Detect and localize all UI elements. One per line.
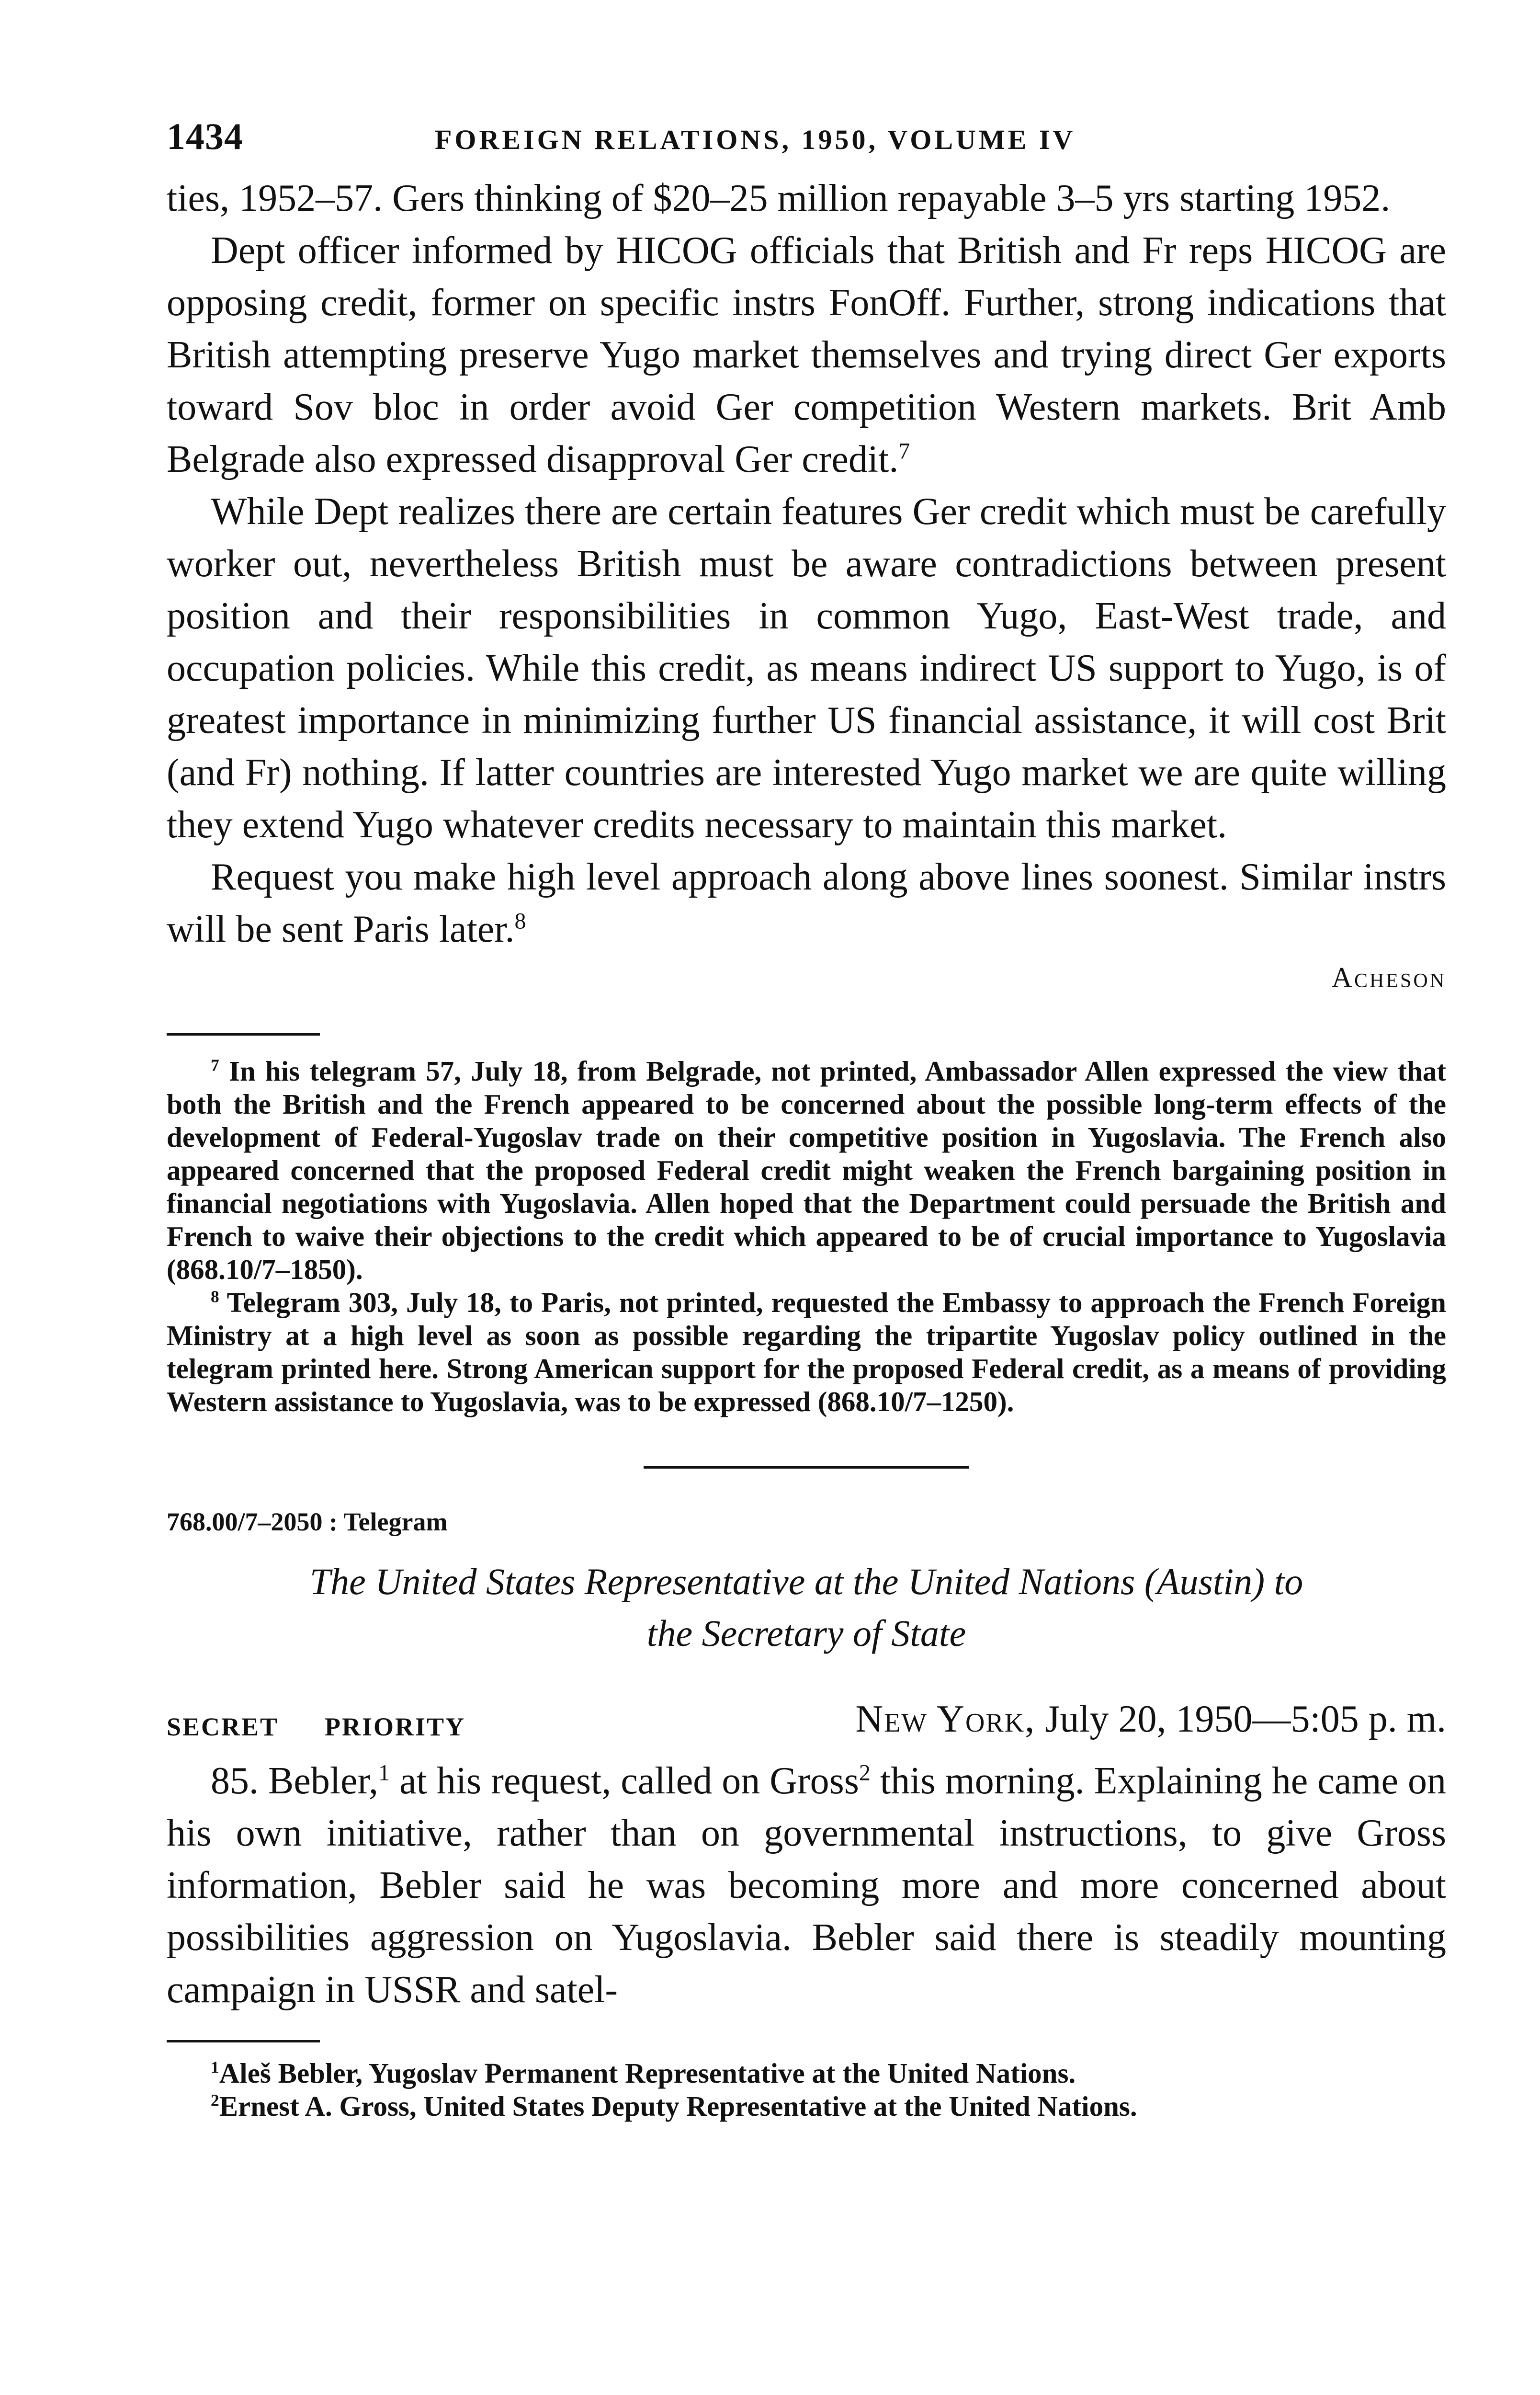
footnote-marker: 8 xyxy=(211,1287,219,1306)
paragraph-1: ties, 1952–57. Gers thinking of $20–25 million repayable 3–5 yrs starting 1952. xyxy=(167,177,1391,219)
paragraph-2-text: Dept officer informed by HICOG officials that British and Fr reps HICOG are opposing credit, former on specific instrs FonOff. Further, strong indications that British attempting preserve Yugo market themselves and trying direct Ger exports toward Sov bloc in order avoid Ger competition Western markets. Brit Amb Belgrade also expressed disapproval Ger credit. xyxy=(167,229,1446,480)
footnote-marker: 2 xyxy=(211,2090,219,2110)
new-telegram-body xyxy=(167,1755,1446,2016)
section-divider xyxy=(644,1466,969,1469)
document-title xyxy=(167,1556,1446,1659)
footnote-marker: 7 xyxy=(211,1055,219,1075)
continued-telegram-body xyxy=(167,172,1446,956)
body-mid: at his request, called on Gross xyxy=(390,1760,859,1802)
footnote-marker: 1 xyxy=(211,2057,219,2077)
classification-priority: PRIORITY xyxy=(325,1712,466,1741)
paragraph-4 xyxy=(167,851,1446,956)
body-rest: this morning. Explaining he came on his own initiative, rather than on governmental instructions, to give Gross information, Bebler said he was becoming more and more concerned about possibilities aggression on Yugoslavia. Bebler said there is steadily mounting campaign in USSR and satel- xyxy=(167,1760,1447,2011)
running-title: FOREIGN RELATIONS, 1950, VOLUME IV xyxy=(435,124,1076,155)
page-header xyxy=(167,115,1446,172)
document-id: 768.00/7–2050 : Telegram xyxy=(167,1507,448,1536)
footnote-text: Aleš Bebler, Yugoslav Permanent Representative at the United Nations. xyxy=(219,2057,1076,2089)
place-and-date xyxy=(855,1698,1446,1741)
footnote-text: Telegram 303, July 18, to Paris, not printed, requested the Embassy to approach the French Foreign Ministry at a high level as soon as possible regarding the tripartite Yugoslav policy outlined in the telegram printed here. Strong American support for the proposed Federal credit, as a means of providing Western assistance to Yugoslavia, was to be expressed (868.10/7–1250). xyxy=(167,1287,1446,1417)
footnote-1 xyxy=(167,2057,1446,2090)
place: New York, xyxy=(855,1698,1036,1740)
footnote-text: Ernest A. Gross, United States Deputy Representative at the United Nations. xyxy=(219,2090,1137,2122)
footnotes-top xyxy=(167,1055,1446,1418)
footnote-divider-bottom xyxy=(167,2040,320,2042)
footnote-text: In his telegram 57, July 18, from Belgrade, not printed, Ambassador Allen expressed the view that both the British and the French appeared to be concerned about the possible long-term effects of the development of Federal-Yugoslav trade on their competitive position in Yugoslavia. The French also appeared concerned that the proposed Federal credit might weaken the French bargaining position in financial negotiations with Yugoslavia. Allen hoped that the Department could persuade the British and French to waive their objections to the credit which appeared to be of crucial importance to Yugoslavia (868.10/7–1850). xyxy=(167,1055,1447,1285)
paragraph-3: While Dept realizes there are certain features Ger credit which must be carefully worker out, nevertheless British must be aware contradictions between present position and their responsibilities in common Yugo, East-West trade, and occupation policies. While this credit, as means indirect US support to Yugo, is of greatest importance in minimizing further US financial assistance, it will cost Brit (and Fr) nothing. If latter countries are interested Yugo market we are quite willing they extend Yugo whatever credits necessary to maintain this market. xyxy=(167,490,1446,846)
footnote-ref-2: 2 xyxy=(859,1760,871,1786)
paragraph-4-text: Request you make high level approach along above lines soonest. Similar instrs will be sent Paris later. xyxy=(167,856,1446,950)
footnote-8 xyxy=(167,1286,1446,1418)
document-title-line-1: The United States Representative at the United Nations (Austin) to xyxy=(309,1561,1303,1602)
footnote-ref-7: 7 xyxy=(898,438,910,464)
footnote-2 xyxy=(167,2090,1446,2123)
date: July 20, 1950—5:05 p. m. xyxy=(1045,1698,1446,1740)
dateline xyxy=(167,1698,1446,1750)
document-title-line-2: the Secretary of State xyxy=(646,1612,966,1654)
footnote-ref-8: 8 xyxy=(514,908,526,934)
paragraph-2 xyxy=(167,225,1446,486)
footnotes-bottom xyxy=(167,2057,1446,2123)
footnote-ref-1: 1 xyxy=(378,1760,390,1786)
document-page xyxy=(167,115,1446,2395)
body-start: 85. Bebler, xyxy=(211,1760,379,1802)
classification-secret: SECRET xyxy=(167,1712,279,1741)
footnote-7 xyxy=(167,1055,1446,1286)
telegram-paragraph xyxy=(167,1755,1446,2016)
footnote-divider xyxy=(167,1033,320,1036)
page-number: 1434 xyxy=(167,115,243,157)
signature: Acheson xyxy=(1331,962,1446,993)
